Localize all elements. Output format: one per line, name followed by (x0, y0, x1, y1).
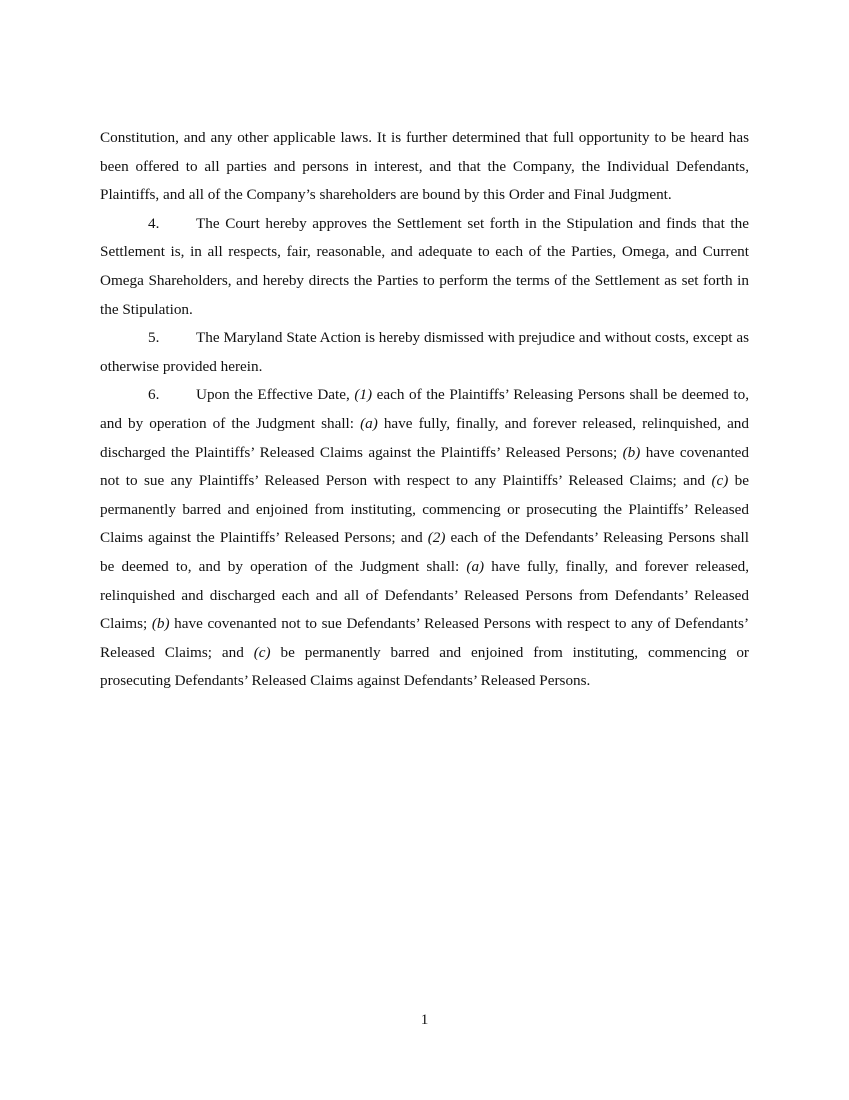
paragraph-text: each of the Plaintiffs’ Releasing Persons shall be deemed to, and by operation of the Judgment shall: (100, 386, 749, 432)
paragraph-number: 6. (148, 386, 160, 404)
paragraph-number: 5. (148, 329, 160, 347)
paragraph-continuation (100, 124, 749, 210)
page-number: 1 (420, 1011, 429, 1028)
clause-marker: (b) (151, 615, 170, 633)
paragraph-text: have covenanted not to sue Defendants’ Released Persons with respect to any of Defendants’ Released Claims; and (100, 615, 749, 661)
paragraph-text: have covenanted not to sue any Plaintiffs’ Released Person with respect to any Plaintiffs’ Released Claims; and (100, 443, 749, 490)
clause-marker: (b) (622, 443, 641, 461)
clause-marker: (a) (360, 414, 378, 432)
clause-marker: (a) (466, 557, 485, 575)
paragraph-5 (100, 324, 749, 381)
paragraph-text: be permanently barred and enjoined from instituting, commencing or prosecuting the Plaintiffs’ Released Claims against the Plaintiffs’ Released Persons; and (100, 472, 749, 547)
paragraph-4 (100, 210, 749, 324)
paragraph-text: Constitution, and any other applicable laws. It is further determined that full opportunity to be heard has been offered to all parties and persons in interest, and that the Company, the Individual Defendants, Plaintiffs, and all of the Company’s shareholders are bound by this Order and Final Judgment. (100, 129, 749, 204)
paragraph-text: be permanently barred and enjoined from instituting, commencing or prosecuting Defendants’ Released Claims against Defendants’ Released Persons. (100, 643, 749, 690)
paragraph-text: have fully, finally, and forever released, relinquished and discharged each and all of Defendants’ Released Persons from Defendants’ Released Claims; (100, 557, 749, 633)
paragraph-6 (100, 381, 749, 696)
clause-marker: (c) (253, 643, 271, 661)
paragraph-text: have fully, finally, and forever released, relinquished, and discharged the Plaintiffs’ Released Claims against the Plaintiffs’ Released Persons; (100, 414, 749, 461)
paragraph-text: The Court hereby approves the Settlement set forth in the Stipulation and finds that the Settlement is, in all respects, fair, reasonable, and adequate to each of the Parties, Omega, and Current Omega Shareholders, and hereby directs the Parties to perform the terms of the Settlement as set forth in the Stipulation. (100, 214, 749, 318)
clause-marker: (c) (711, 472, 729, 490)
clause-marker: (1) (354, 386, 373, 404)
paragraph-text: each of the Defendants’ Releasing Persons shall be deemed to, and by operation of the Judgment shall: (100, 529, 749, 575)
paragraph-text: Upon the Effective Date, (196, 386, 355, 404)
paragraph-number: 4. (148, 214, 160, 232)
document-body (100, 124, 749, 696)
paragraph-text: The Maryland State Action is hereby dismissed with prejudice and without costs, except as otherwise provided herein. (100, 329, 749, 375)
clause-marker: (2) (427, 529, 446, 547)
